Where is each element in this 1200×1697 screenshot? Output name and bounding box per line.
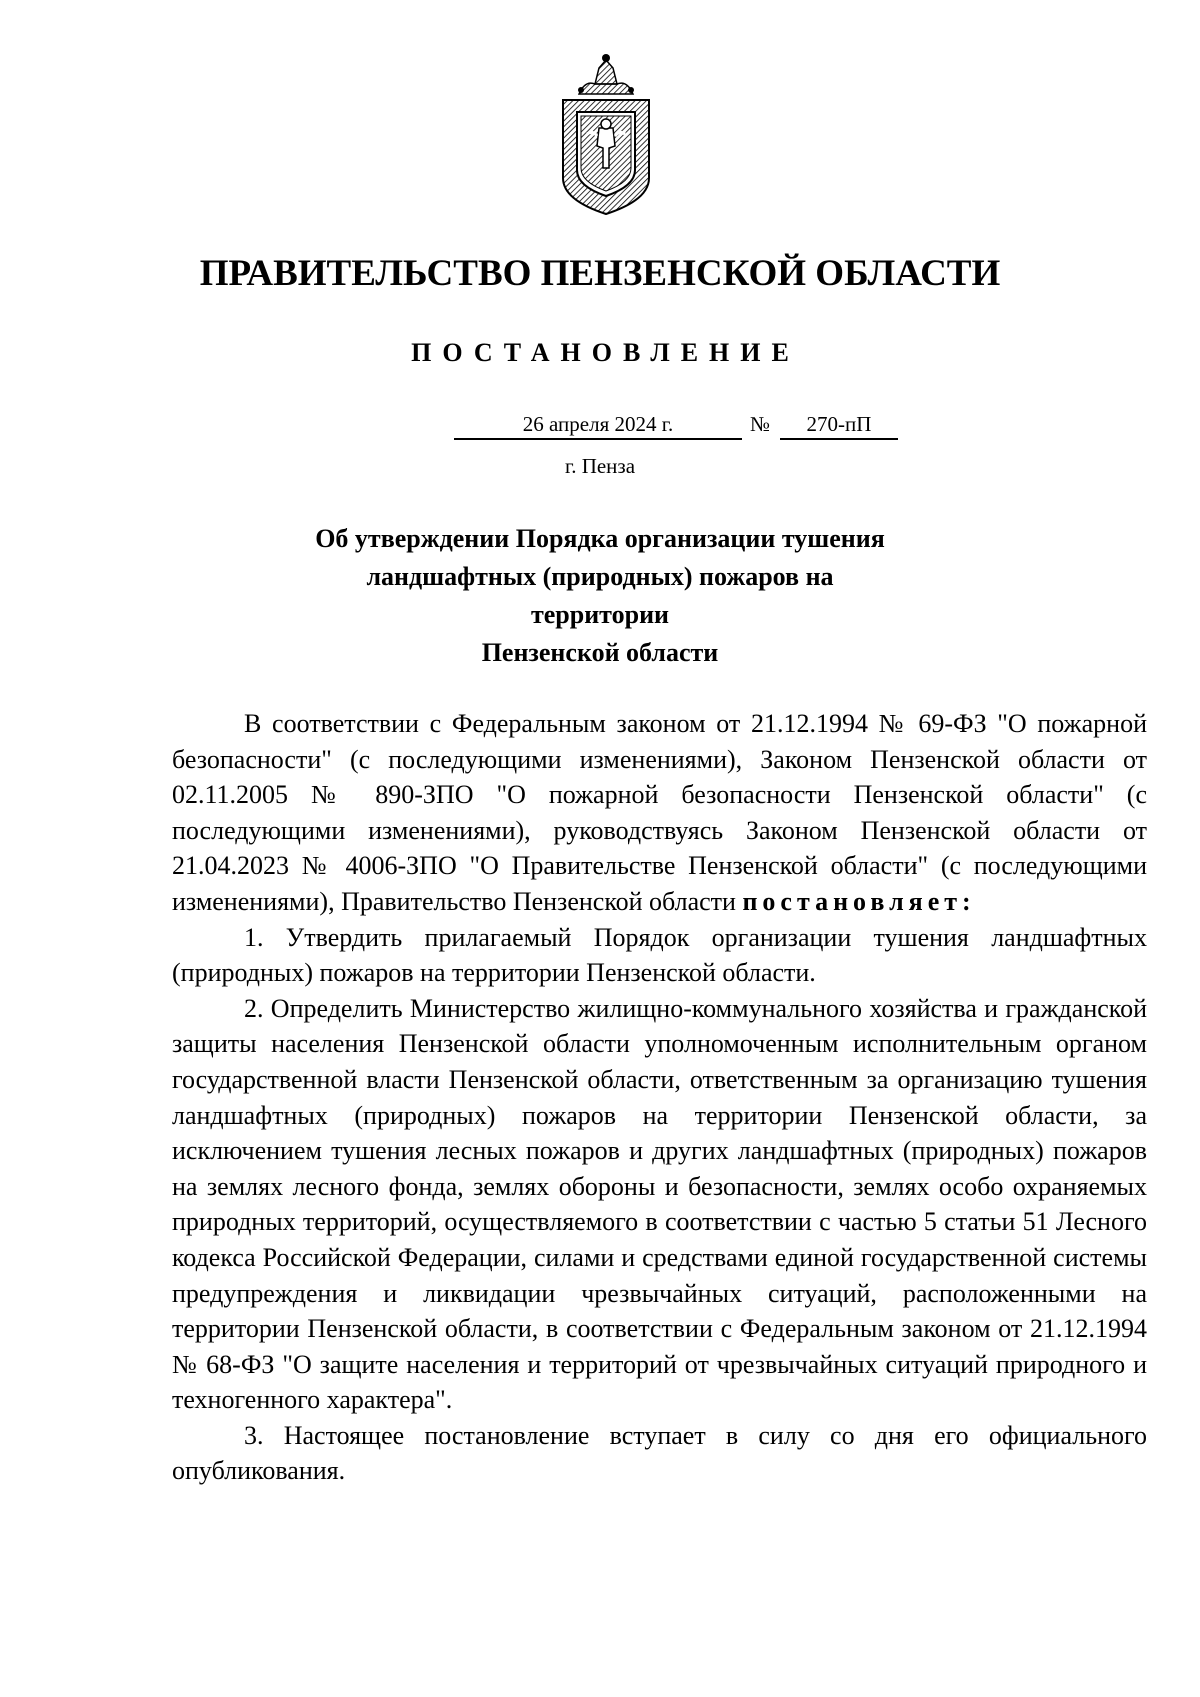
penza-region-coat-of-arms-icon — [555, 50, 657, 218]
document-title — [300, 520, 900, 672]
document-date: 26 апреля 2024 г. — [454, 410, 742, 440]
document-title-line: Пензенской области — [481, 638, 719, 667]
document-type: ПОСТАНОВЛЕНИЕ — [411, 338, 800, 367]
document-title-line: Об утверждении Порядка организации тушения — [315, 524, 885, 553]
city: г. Пенза — [564, 454, 636, 478]
item-2-paragraph: 2. Определить Министерство жилищно-коммунального хозяйства и гражданской защиты населения Пензенской области уполномоченным исполнительным органом государственной власти Пензенской области, ответственным за организацию тушения ландшафтных (природных) пожаров на территории Пензенской области, за исключением тушения лесных пожаров и других ландшафтных (природных) пожаров на землях лесного фонда, землях обороны и безопасности, землях особо охраняемых природных территорий, осуществляемого в соответствии с частью 5 статьи 51 Лесного кодекса Российской Федерации, силами и средствами единой государственной системы предупреждения и ликвидации чрезвычайных ситуаций, расположенными на территории Пензенской области, в соответствии с Федеральным законом от 21.12.1994 № 68-ФЗ "О защите населения и территорий от чрезвычайных ситуаций природного и техногенного характера". — [172, 993, 1147, 1415]
decides-word: постановляет: — [742, 886, 976, 916]
item-1-paragraph: 1. Утвердить прилагаемый Порядок организации тушения ландшафтных (природных) пожаров на территории Пензенской области. — [172, 922, 1147, 988]
document-number: 270-пП — [780, 410, 898, 440]
item-3-paragraph: 3. Настоящее постановление вступает в силу со дня его официального опубликования. — [172, 1420, 1147, 1486]
document-title-line: ландшафтных (природных) пожаров на территории — [366, 562, 834, 629]
number-sign: № — [749, 412, 771, 436]
government-name: ПРАВИТЕЛЬСТВО ПЕНЗЕНСКОЙ ОБЛАСТИ — [199, 253, 1001, 294]
preamble-paragraph — [172, 706, 1147, 920]
document-body — [172, 706, 1147, 1489]
preamble-text: В соответствии с Федеральным законом от 21.12.1994 № 69-ФЗ "О пожарной безопасности" (с последующими изменениями), Законом Пензенской области от 02.11.2005 № 890-ЗПО "О пожарной безопасности Пензенской области" (с последующими изменениями), руководствуясь Законом Пензенской области от 21.04.2023 № 4006-ЗПО "О Правительстве Пензенской области" (с последующими изменениями), Правительство Пензенской области — [172, 709, 1147, 916]
